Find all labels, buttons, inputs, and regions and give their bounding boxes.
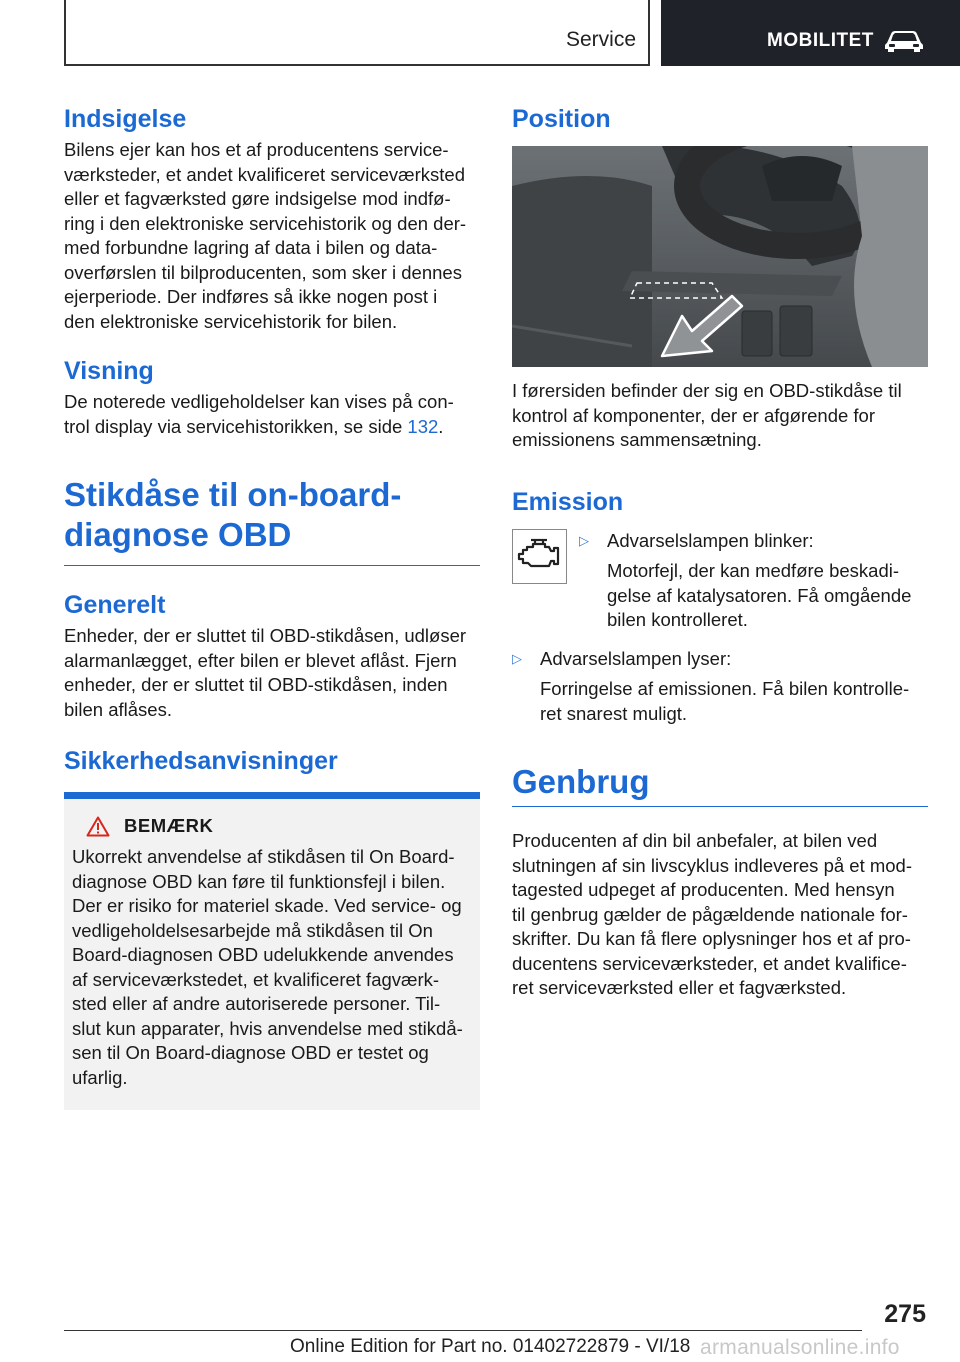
page-number: 275 [884,1300,926,1328]
indsigelse-text: Bilens ejer kan hos et af producentens service- værksteder, et andet kvalificeret serviceværksted eller et fagværksted gøre indsigelse mod indfø- ring i den elektroniske servicehistorik og den der- med forbundne lagring af data i bilen og data- overførslen til bilproducenten, som sker i dennes ejerperiode. Der indføres så ikke nogen post i den elektroniske servicehistorik for bilen. [64,139,467,332]
warning-text: Ukorrekt anvendelse af stikdåsen til On Board- diagnose OBD kan føre til funktionsfejl i bilen. Der er risiko for materiel skade. Ved service- og vedligeholdelsesarbejde må stikdåsen til On Board-diagnosen OBD udelukkende anvendes af serviceværkstedet, et kvalificeret fagværk- sted eller af andre autoriserede personer. Til- slut kun apparater, hvis anvendelse med stikdå- sen til On Board-diagnose OBD er testet og ufarlig. [72,846,463,1088]
main-title: Stikdåse til on-board- diagnose OBD [64,476,402,553]
section-emission [512,487,928,727]
warning-title: BEMÆRK [124,815,214,836]
emission-item-1 [512,529,928,633]
header-section-label: Service [565,28,636,51]
watermark: armanualsonline.info [700,1336,900,1359]
emission-item-2-text: Forringelse af emissionen. Få bilen kontrolle- ret snarest muligt. [540,678,910,724]
section-indsigelse [64,104,480,334]
heading-indsigelse: Indsigelse [64,105,187,133]
bullet-triangle-icon: ▷ [579,532,589,548]
emission-item-1-text: Motorfejl, der kan medføre beskadi- gelse af katalysatoren. Få omgående bilen kontrolleret. [607,560,912,630]
check-engine-icon-box [512,529,567,584]
page-reference-link[interactable]: 132 [407,415,439,437]
heading-sikkerhed: Sikkerhedsanvisninger [64,747,338,775]
emission-item-1-body [579,529,928,633]
heading-genbrug: Genbrug [512,763,650,800]
visning-text: De noterede vedligeholdelser kan vises på con- trol display via servicehistorikken, se side 132. [64,391,454,437]
check-engine-icon [513,530,566,583]
main-title-rule [64,565,480,566]
heading-visning: Visning [64,357,154,385]
emission-item-1-title: Advarselslampen blinker: [607,529,814,551]
genbrug-rule [512,806,928,807]
heading-emission: Emission [512,487,624,516]
footer-rule [64,1330,862,1331]
right-column [512,104,928,1001]
section-generelt [64,590,480,722]
header-mid-rule [648,0,650,66]
emission-item-2 [512,647,928,727]
header-chapter-tab[interactable] [661,0,960,66]
position-text: I førersiden befinder der sig en OBD-stikdåse til kontrol af komponenter, der er afgørende for emissionens sammensætning. [512,380,902,450]
heading-generelt: Generelt [64,591,166,619]
warning-top-bar [64,792,480,799]
car-icon [883,27,925,53]
emission-item-2-title: Advarselslampen lyser: [540,647,732,669]
header-bottom-rule [64,64,650,66]
warning-header [72,815,472,837]
section-obd [64,475,480,566]
section-position [512,104,928,453]
header-chapter-label: MOBILITET [767,30,874,51]
warning-triangle-icon [86,816,110,837]
section-sikkerhed [64,746,480,1110]
obd-location-photo [512,146,928,367]
genbrug-text: Producenten af din bil anbefaler, at bilen ved slutningen af sin livscyklus indleveres på et mod- tagested udpeget af producenten. Med hensyn til genbrug gælder de pågældende nationale for- skrifter. Du kan få flere oplysninger hos et af pro- ducentens serviceværksteder, et andet kvalifice- ret serviceværksted eller et fagværksted. [512,830,912,998]
footer-edition: Online Edition for Part no. 01402722879 - VI/18 [290,1336,691,1357]
dashboard-illustration [512,146,928,367]
warning-box [64,799,480,1110]
section-visning [64,356,480,439]
heading-position: Position [512,105,611,133]
section-genbrug [512,762,928,1001]
bullet-triangle-icon: ▷ [512,650,522,666]
generelt-text: Enheder, der er sluttet til OBD-stikdåsen, udløser alarmanlægget, efter bilen er blevet aflåst. Fjern enheder, der er sluttet til OBD-stikdåsen, inden bilen aflåses. [64,625,467,720]
left-column [64,104,480,1110]
header-left-rule [64,0,66,66]
